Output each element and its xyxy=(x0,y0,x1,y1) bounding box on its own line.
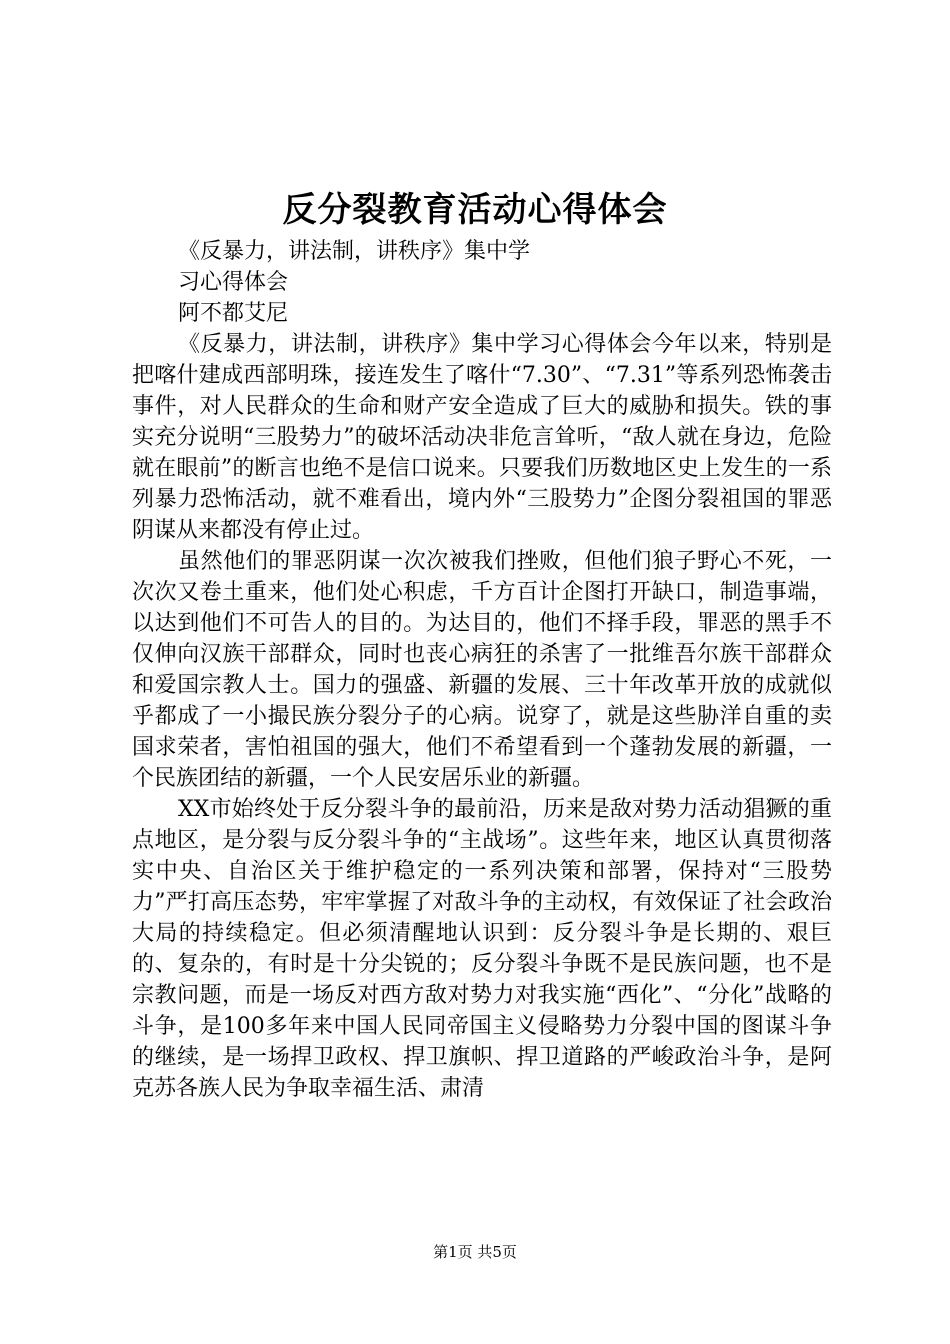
header-line-2: 习心得体会 xyxy=(178,270,289,295)
paragraph-3: XX市始终处于反分裂斗争的最前沿，历来是敌对势力活动猖獗的重点地区，是分裂与反分裂斗争的“主战场”。这些年来，地区认真贯彻落实中央、自治区关于维护稳定的一系列决策和部署，保持对“三股势力”严打高压态势，牢牢掌握了对敌斗争的主动权，有效保证了社会政治大局的持续稳定。但必须清醒地认识到：反分裂斗争是长期的、艰巨的、复杂的，有时是十分尖锐的；反分裂斗争既不是民族问题，也不是宗教问题，而是一场反对西方敌对势力对我实施“西化”、“分化”战略的斗争，是100多年来中国人民同帝国主义侵略势力分裂中国的图谋斗争的继续，是一场捍卫政权、捍卫旗帜、捍卫道路的严峻政治斗争，是阿克苏各族人民为争取幸福生活、肃清 xyxy=(132,797,832,1101)
header-line-1: 《反暴力，讲法制，讲秩序》集中学 xyxy=(178,239,531,264)
document-body xyxy=(132,236,832,1104)
page-footer: 第1页 共5页 xyxy=(433,1243,517,1261)
document-title: 反分裂教育活动心得体会 xyxy=(282,190,668,230)
author-name: 阿不都艾尼 xyxy=(178,301,289,326)
paragraph-2: 虽然他们的罪恶阴谋一次次被我们挫败，但他们狼子野心不死，一次次又卷土重来，他们处心积虑，千方百计企图打开缺口，制造事端，以达到他们不可告人的目的。为达目的，他们不择手段，罪恶的黑手不仅伸向汉族干部群众，同时也丧心病狂的杀害了一批维吾尔族干部群众和爱国宗教人士。国力的强盛、新疆的发展、三十年改革开放的成就似乎都成了一小撮民族分裂分子的心病。说穿了，就是这些胁洋自重的卖国求荣者，害怕祖国的强大，他们不希望看到一个蓬勃发展的新疆，一个民族团结的新疆，一个人民安居乐业的新疆。 xyxy=(132,549,832,791)
paragraph-1: 《反暴力，讲法制，讲秩序》集中学习心得体会今年以来，特别是把喀什建成西部明珠，接连发生了喀什“7.30”、“7.31”等系列恐怖袭击事件，对人民群众的生命和财产安全造成了巨大的威胁和损失。铁的事实充分说明“三股势力”的破坏活动决非危言耸听，“敌人就在身边，危险就在眼前”的断言也绝不是信口说来。只要我们历数地区史上发生的一系列暴力恐怖活动，就不难看出，境内外“三股势力”企图分裂祖国的罪恶阴谋从来都没有停止过。 xyxy=(132,332,832,543)
